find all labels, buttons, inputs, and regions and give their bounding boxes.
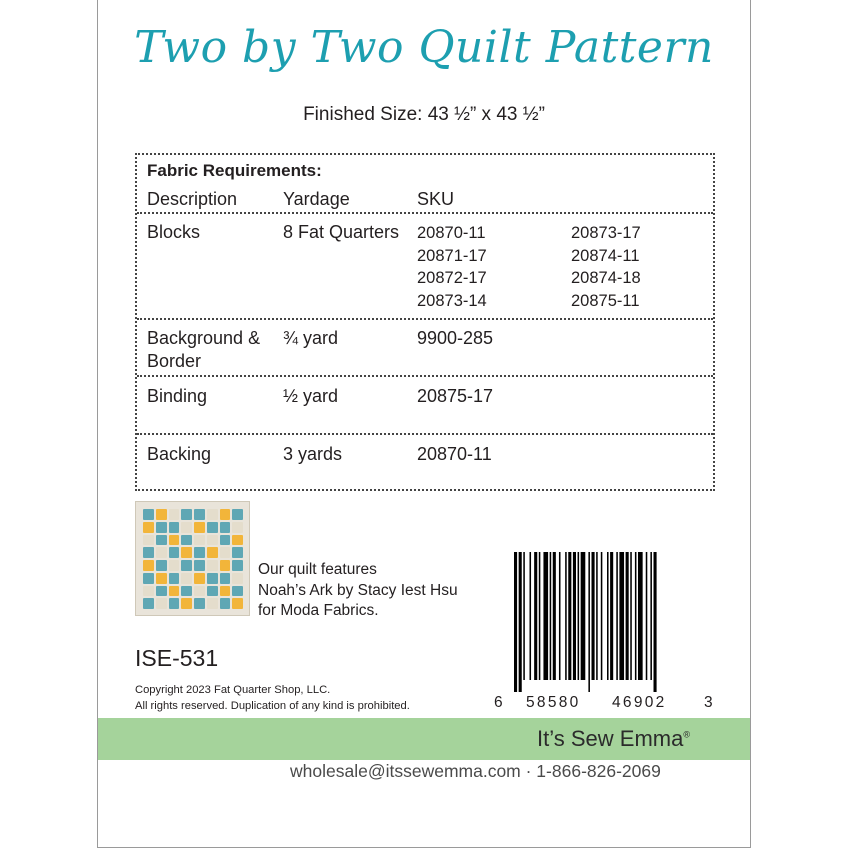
quilt-patch bbox=[169, 522, 180, 533]
barcode-check-digit: 3 bbox=[704, 694, 715, 711]
quilt-patch bbox=[220, 586, 231, 597]
sku-item: 20875-11 bbox=[571, 291, 640, 310]
quilt-patch bbox=[220, 598, 231, 609]
barcode-bar bbox=[596, 552, 598, 680]
quilt-patch bbox=[232, 598, 243, 609]
quilt-patch bbox=[232, 573, 243, 584]
barcode-group-1: 58580 bbox=[526, 694, 581, 711]
barcode-bar bbox=[559, 552, 561, 680]
barcode-bar bbox=[581, 552, 586, 680]
quilt-patch bbox=[169, 509, 180, 520]
feature-line: Noah’s Ark by Stacy Iest Hsu bbox=[258, 581, 458, 599]
quilt-patch bbox=[169, 598, 180, 609]
barcode-bar bbox=[523, 552, 525, 680]
quilt-patch bbox=[194, 573, 205, 584]
quilt-patch bbox=[181, 547, 192, 558]
quilt-patch bbox=[220, 535, 231, 546]
quilt-patch bbox=[207, 586, 218, 597]
barcode-bar bbox=[626, 552, 629, 680]
barcode-bar bbox=[646, 552, 648, 680]
sku-item: 20871-17 bbox=[417, 246, 487, 265]
quilt-patch bbox=[220, 573, 231, 584]
pattern-code: ISE-531 bbox=[135, 645, 219, 671]
barcode-bar bbox=[630, 552, 632, 680]
barcode-bar bbox=[573, 552, 576, 680]
quilt-patch bbox=[194, 535, 205, 546]
barcode-bar bbox=[610, 552, 613, 680]
quilt-patch bbox=[156, 509, 167, 520]
barcode-bar bbox=[565, 552, 567, 680]
quilt-patch bbox=[207, 573, 218, 584]
column-header-yardage: Yardage bbox=[283, 189, 350, 209]
quilt-patch bbox=[207, 547, 218, 558]
fabric-heading: Fabric Requirements: bbox=[147, 161, 322, 180]
sku-item: 20870-11 bbox=[417, 224, 486, 242]
divider bbox=[137, 318, 713, 320]
barcode-bar bbox=[650, 552, 652, 680]
registered-mark: ® bbox=[683, 729, 690, 740]
quilt-patch bbox=[220, 560, 231, 571]
barcode-bar bbox=[519, 552, 522, 692]
quilt-patch bbox=[232, 586, 243, 597]
barcode-bar bbox=[530, 552, 532, 680]
barcode-bar bbox=[654, 552, 657, 692]
sku-item: 20873-17 bbox=[571, 224, 641, 242]
quilt-patch bbox=[181, 598, 192, 609]
quilt-patch bbox=[194, 598, 205, 609]
pattern-title: Two by Two Quilt Pattern bbox=[134, 22, 714, 73]
barcode-bar bbox=[578, 552, 580, 680]
sku-item: 20872-17 bbox=[417, 269, 487, 287]
sku-item: 20874-18 bbox=[571, 269, 641, 287]
copyright-line: Copyright 2023 Fat Quarter Shop, LLC. bbox=[135, 684, 331, 696]
barcode-bar bbox=[588, 552, 590, 692]
row-binding-sku: 20875-17 bbox=[417, 386, 494, 406]
row-backing-sku: 20870-11 bbox=[417, 444, 492, 464]
barcode-bar bbox=[635, 552, 637, 680]
feature-text bbox=[258, 560, 458, 622]
column-header-description: Description bbox=[147, 189, 238, 209]
feature-line: Our quilt features bbox=[258, 561, 377, 578]
quilt-patch bbox=[232, 560, 243, 571]
barcode-bar bbox=[553, 552, 556, 680]
quilt-patch bbox=[156, 560, 167, 571]
quilt-patch bbox=[207, 560, 218, 571]
copyright-notice bbox=[135, 682, 410, 714]
barcode-bar bbox=[607, 552, 609, 680]
finished-size: Finished Size: 43 ½” x 43 ½” bbox=[303, 104, 545, 125]
quilt-patch bbox=[232, 535, 243, 546]
quilt-patch bbox=[143, 598, 154, 609]
quilt-patch bbox=[143, 573, 154, 584]
copyright-line: All rights reserved. Duplication of any kind is prohibited. bbox=[135, 700, 410, 712]
row-blocks-sku-list-1 bbox=[417, 222, 487, 312]
row-binding-yardage: ½ yard bbox=[283, 386, 339, 406]
quilt-patch bbox=[207, 598, 218, 609]
quilt-patch bbox=[143, 547, 154, 558]
quilt-patch bbox=[194, 522, 205, 533]
brand-name bbox=[537, 726, 690, 752]
quilt-patch bbox=[143, 560, 154, 571]
quilt-patch bbox=[181, 586, 192, 597]
row-blocks-description: Blocks bbox=[147, 222, 201, 242]
quilt-patch bbox=[181, 509, 192, 520]
quilt-patch bbox=[220, 547, 231, 558]
barcode-bar bbox=[592, 552, 595, 680]
quilt-patch bbox=[169, 535, 180, 546]
barcode-first-digit: 6 bbox=[494, 694, 505, 711]
quilt-photo bbox=[135, 501, 250, 616]
row-blocks-sku-list-2 bbox=[571, 222, 641, 312]
quilt-patch bbox=[143, 586, 154, 597]
brand-text: It’s Sew Emma bbox=[537, 726, 684, 751]
quilt-patch bbox=[181, 535, 192, 546]
quilt-patch bbox=[169, 547, 180, 558]
quilt-patch bbox=[220, 522, 231, 533]
row-backing-description: Backing bbox=[147, 444, 212, 464]
quilt-patch bbox=[156, 586, 167, 597]
quilt-patch bbox=[156, 522, 167, 533]
barcode-bar bbox=[619, 552, 624, 680]
quilt-patch bbox=[232, 509, 243, 520]
column-header-sku: SKU bbox=[417, 189, 455, 209]
quilt-patch bbox=[156, 598, 167, 609]
row-background-yardage: ¾ yard bbox=[283, 328, 339, 348]
quilt-patch bbox=[194, 586, 205, 597]
barcode-bar bbox=[539, 552, 541, 680]
quilt-block-grid bbox=[143, 509, 243, 609]
quilt-patch bbox=[156, 535, 167, 546]
quilt-patch bbox=[169, 586, 180, 597]
barcode-bar bbox=[616, 552, 618, 680]
quilt-patch bbox=[156, 547, 167, 558]
quilt-patch bbox=[194, 547, 205, 558]
quilt-patch bbox=[232, 547, 243, 558]
barcode-bar bbox=[568, 552, 571, 680]
quilt-patch bbox=[169, 573, 180, 584]
quilt-patch bbox=[169, 560, 180, 571]
feature-line: for Moda Fabrics. bbox=[258, 602, 379, 619]
upc-barcode bbox=[512, 552, 712, 692]
row-backing-yardage: 3 yards bbox=[283, 444, 343, 464]
barcode-group-2: 46902 bbox=[612, 694, 667, 711]
quilt-patch bbox=[143, 509, 154, 520]
barcode-bar bbox=[638, 552, 643, 680]
row-background-sku: 9900-285 bbox=[417, 328, 494, 348]
sku-item: 20873-14 bbox=[417, 291, 487, 310]
quilt-patch bbox=[156, 573, 167, 584]
quilt-patch bbox=[232, 522, 243, 533]
quilt-patch bbox=[207, 509, 218, 520]
description-line: Background & bbox=[147, 328, 261, 348]
row-background-description bbox=[147, 327, 260, 373]
divider bbox=[137, 375, 713, 377]
sku-item: 20874-11 bbox=[571, 246, 640, 265]
quilt-patch bbox=[143, 522, 154, 533]
quilt-patch bbox=[143, 535, 154, 546]
quilt-patch bbox=[220, 509, 231, 520]
quilt-patch bbox=[207, 522, 218, 533]
quilt-patch bbox=[194, 560, 205, 571]
description-line: Border bbox=[147, 351, 202, 371]
contact-info: wholesale@itssewemma.com · 1-866-826-2069 bbox=[290, 761, 661, 781]
fabric-requirements-box bbox=[135, 153, 715, 491]
quilt-patch bbox=[181, 573, 192, 584]
row-binding-description: Binding bbox=[147, 386, 208, 406]
barcode-bar bbox=[550, 552, 552, 680]
footer-band bbox=[98, 718, 750, 760]
quilt-patch bbox=[181, 522, 192, 533]
barcode-bar bbox=[601, 552, 603, 680]
quilt-patch bbox=[207, 535, 218, 546]
divider bbox=[137, 212, 713, 214]
quilt-patch bbox=[181, 560, 192, 571]
row-blocks-yardage: 8 Fat Quarters bbox=[283, 222, 400, 242]
quilt-patch bbox=[194, 509, 205, 520]
barcode-bar bbox=[534, 552, 537, 680]
divider bbox=[137, 433, 713, 435]
barcode-bar bbox=[543, 552, 548, 680]
barcode-bar bbox=[514, 552, 517, 692]
